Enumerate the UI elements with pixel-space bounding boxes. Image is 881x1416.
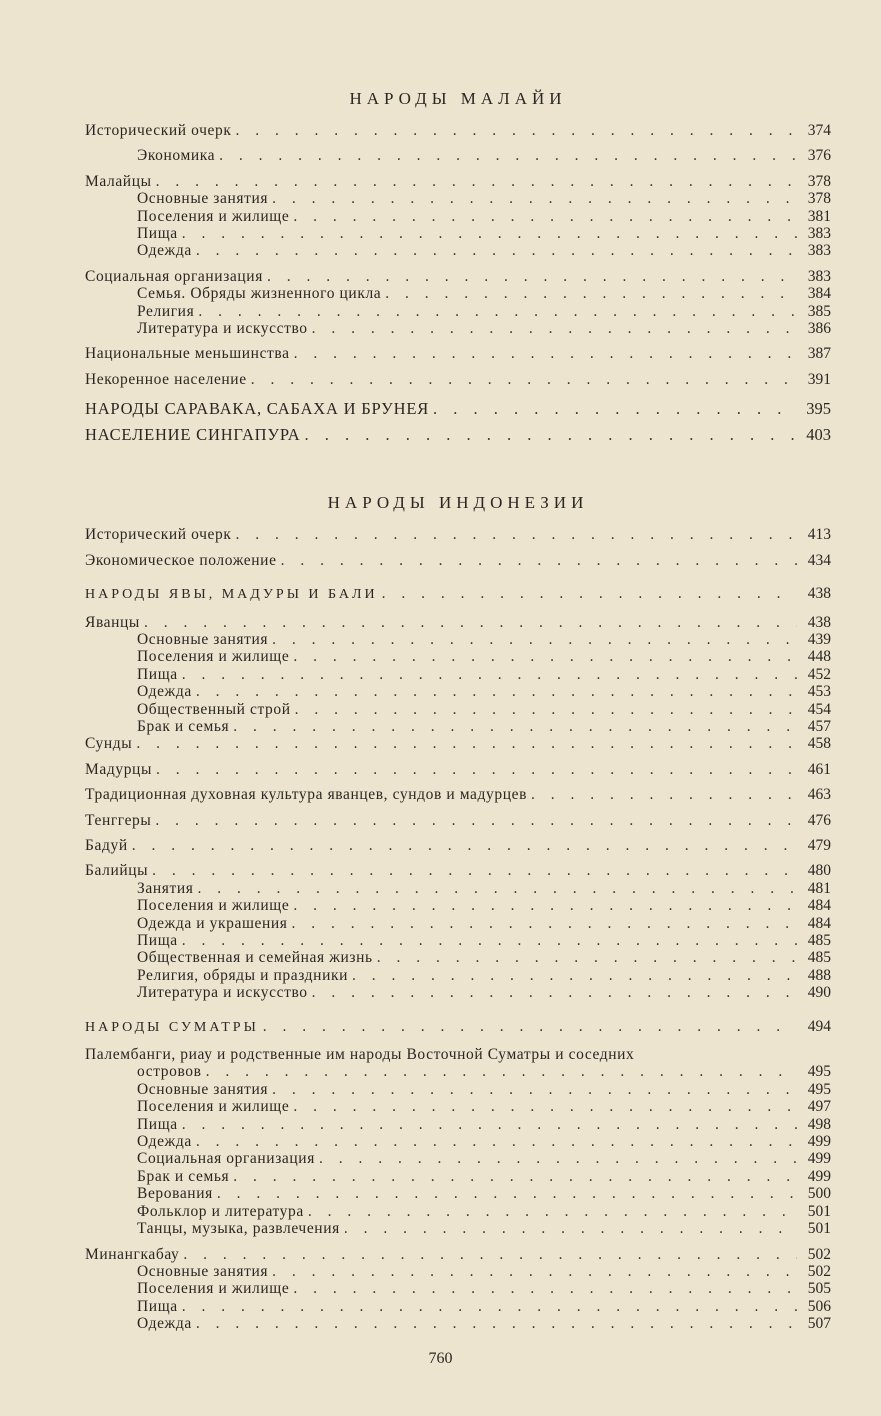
toc-entry[interactable]	[85, 1018, 831, 1036]
dot-leader	[267, 268, 797, 285]
toc-entry-title: Пища	[137, 1115, 178, 1133]
toc-entry[interactable]	[85, 345, 831, 362]
dot-leader	[219, 147, 797, 164]
toc-entry-page: 499	[807, 1150, 831, 1168]
toc-entry-page: 387	[807, 345, 831, 363]
toc-entry-page: 485	[807, 949, 831, 967]
toc-entry-title: Балийцы	[85, 862, 149, 880]
toc-entry-title: Пища	[137, 932, 178, 949]
toc-entry[interactable]	[85, 552, 831, 569]
toc-group	[85, 1018, 831, 1036]
toc-entry[interactable]	[85, 1063, 831, 1080]
toc-entry-title: Традиционная духовная культура яванцев, сундов и мадурцев	[85, 786, 528, 804]
toc-entry-page: 501	[807, 1202, 831, 1220]
toc-entry-title: Брак и семья	[137, 717, 230, 735]
dot-leader	[182, 666, 797, 683]
toc-entry[interactable]	[85, 303, 831, 320]
dot-leader	[352, 967, 797, 984]
toc-entry[interactable]	[85, 1168, 831, 1185]
toc-entry[interactable]	[85, 122, 831, 139]
dot-leader	[292, 915, 797, 932]
dot-leader	[196, 1133, 797, 1150]
dot-leader	[156, 173, 797, 190]
dot-leader	[294, 345, 797, 362]
toc-entry-page: 479	[807, 836, 831, 854]
toc-group	[85, 268, 831, 338]
toc-entry-page: 378	[807, 190, 831, 208]
toc-entry-title: Поселения и жилище	[137, 207, 290, 225]
dot-leader	[344, 1220, 797, 1237]
toc-entry[interactable]	[85, 1133, 831, 1150]
toc-entry-page: 395	[806, 399, 831, 419]
toc-entry-title: Верования	[137, 1185, 213, 1203]
dot-leader	[152, 862, 797, 879]
toc-entry-title: Экономическое положение	[85, 551, 277, 569]
toc-entry-title: Религия, обряды и праздники	[137, 966, 348, 984]
toc-entry-page: 385	[807, 302, 831, 320]
toc-entry-title: Основные занятия	[137, 630, 269, 648]
toc-group	[85, 345, 831, 362]
toc-entry-title: Пища	[137, 665, 178, 683]
toc-entry-title: Поселения и жилище	[137, 648, 290, 666]
toc-entry-page: 495	[807, 1080, 831, 1098]
toc-entry-page: 376	[807, 147, 831, 165]
toc-entry-page: 448	[807, 648, 831, 666]
toc-entry[interactable]	[85, 396, 831, 422]
toc-entry[interactable]	[85, 242, 831, 259]
toc-entry-title: Экономика	[137, 147, 216, 165]
toc-entry[interactable]	[85, 526, 831, 543]
toc-entry-title: Одежда и украшения	[137, 914, 288, 932]
toc-entry-page: 438	[807, 613, 831, 631]
toc-entry[interactable]	[85, 422, 831, 448]
toc-group	[85, 147, 831, 164]
toc-entry[interactable]	[85, 285, 831, 302]
toc-entry-title: Литература и искусство	[137, 984, 308, 1002]
toc-entry-page: 498	[807, 1115, 831, 1133]
toc-entry-page: 497	[807, 1098, 831, 1116]
toc-entry[interactable]	[85, 1220, 831, 1237]
toc-group	[85, 862, 831, 1001]
dot-leader	[382, 585, 797, 602]
toc-entry[interactable]	[85, 984, 831, 1001]
toc-entry-title: Национальные меньшинства	[85, 345, 290, 363]
toc-entry[interactable]	[85, 862, 831, 879]
toc-entry-page: 378	[807, 172, 831, 190]
toc-group	[85, 396, 831, 448]
toc-entry-title: Исторический очерк	[85, 526, 232, 544]
toc-entry[interactable]	[85, 173, 831, 190]
toc-entry[interactable]	[85, 268, 831, 285]
dot-leader	[156, 761, 797, 778]
toc-entry-title: НАРОДЫ СУМАТРЫ	[85, 1019, 259, 1035]
toc-entry-page: 507	[807, 1315, 831, 1333]
toc-entry[interactable]	[85, 1116, 831, 1133]
dot-leader	[319, 1150, 797, 1167]
toc-entry-page: 502	[807, 1262, 831, 1280]
dot-leader	[182, 1116, 797, 1133]
dot-leader	[293, 648, 797, 665]
toc-entry-title-line: Палембанги, риау и родственные им народы Восточной Суматры и соседних	[85, 1046, 635, 1064]
toc-group	[85, 812, 831, 829]
toc-entry-title: Религия	[137, 302, 195, 320]
toc-entry-page: 499	[807, 1133, 831, 1151]
toc-entry-page: 485	[807, 932, 831, 949]
toc-entry[interactable]	[85, 949, 831, 966]
toc-entry[interactable]	[85, 1280, 831, 1297]
toc-group	[85, 614, 831, 753]
toc-entry-title: Одежда	[137, 242, 192, 260]
toc-entry[interactable]	[85, 585, 831, 603]
toc-entry[interactable]	[85, 880, 831, 897]
toc-entry[interactable]	[85, 1246, 831, 1263]
dot-leader	[235, 526, 797, 543]
toc-entry[interactable]	[85, 1150, 831, 1167]
toc-entry[interactable]	[85, 208, 831, 225]
dot-leader	[293, 897, 797, 914]
toc-entry-title: Исторический очерк	[85, 122, 232, 139]
toc-entry-title: НАРОДЫ САРАВАКА, САБАХА И БРУНЕЯ	[85, 399, 429, 419]
toc-entry-page: 453	[807, 683, 831, 701]
toc-entry-title: Пища	[137, 1297, 178, 1315]
toc-entry-page: 484	[807, 897, 831, 915]
toc-entry-title: Семья. Обряды жизненного цикла	[137, 285, 382, 303]
dot-leader	[196, 242, 797, 259]
toc-entry-title: Сунды	[85, 735, 133, 753]
dot-leader	[182, 1298, 797, 1315]
dot-leader	[281, 552, 797, 569]
dot-leader	[272, 190, 797, 207]
toc-entry[interactable]	[85, 932, 831, 949]
toc-entry[interactable]	[85, 320, 831, 337]
toc-entry-title: Некоренное население	[85, 370, 247, 388]
toc-entry-page: 481	[807, 879, 831, 897]
toc-entry-page: 439	[807, 630, 831, 648]
toc-entry[interactable]	[85, 837, 831, 854]
toc-entry[interactable]	[85, 648, 831, 665]
toc-entry-page: 461	[807, 760, 831, 778]
dot-leader	[233, 718, 797, 735]
toc-entry-title: Яванцы	[85, 613, 140, 631]
toc-entry-title: Занятия	[137, 879, 194, 897]
toc-entry[interactable]	[85, 225, 831, 242]
dot-leader	[293, 208, 797, 225]
dot-leader	[312, 320, 797, 337]
page-number: 760	[428, 1350, 453, 1367]
toc-entry-page: 452	[807, 665, 831, 683]
toc-entry[interactable]	[85, 735, 831, 752]
dot-leader	[293, 1098, 797, 1115]
toc-group	[85, 526, 831, 543]
toc-entry-page: 463	[807, 786, 831, 804]
toc-entry-page: 500	[807, 1185, 831, 1203]
toc-entry-title: Брак и семья	[137, 1167, 230, 1185]
toc-entry-page: 413	[807, 526, 831, 544]
toc-entry-page: 502	[807, 1245, 831, 1263]
toc-entry[interactable]	[85, 1315, 831, 1332]
toc-entry-title: НАСЕЛЕНИЕ СИНГАПУРА	[85, 425, 301, 445]
toc-entry[interactable]	[85, 147, 831, 164]
toc-entry-title: Мадурцы	[85, 760, 152, 778]
dot-leader	[251, 371, 797, 388]
toc-entry-page: 480	[807, 862, 831, 880]
toc-entry-page: 501	[807, 1220, 831, 1238]
toc-entry-title: Основные занятия	[137, 190, 269, 208]
dot-leader	[235, 122, 797, 139]
toc-entry-page: 457	[807, 717, 831, 735]
dot-leader	[304, 422, 797, 448]
dot-leader	[182, 225, 797, 242]
toc-entry-page: 381	[807, 207, 831, 225]
toc-entry-title: Одежда	[137, 1133, 192, 1151]
table-of-contents	[85, 88, 831, 1333]
dot-leader	[144, 614, 797, 631]
toc-entry[interactable]	[85, 761, 831, 778]
dot-leader	[233, 1168, 797, 1185]
toc-entry-page: 476	[807, 811, 831, 829]
toc-entry-page: 495	[807, 1063, 831, 1081]
dot-leader	[377, 949, 797, 966]
dot-leader	[206, 1063, 797, 1080]
toc-entry[interactable]	[85, 718, 831, 735]
toc-entry[interactable]	[85, 701, 831, 718]
toc-entry-page: 391	[807, 370, 831, 388]
toc-entry[interactable]	[85, 967, 831, 984]
toc-entry-title: Основные занятия	[137, 1262, 269, 1280]
toc-entry-page: 505	[807, 1280, 831, 1298]
toc-entry-title: Минангкабау	[85, 1245, 180, 1263]
toc-entry[interactable]	[85, 1203, 831, 1220]
dot-leader	[198, 303, 797, 320]
toc-section	[85, 492, 831, 1332]
dot-leader	[136, 735, 797, 752]
toc-entry-page: 494	[807, 1017, 831, 1035]
dot-leader	[183, 1246, 797, 1263]
toc-group	[85, 173, 831, 260]
dot-leader	[272, 631, 797, 648]
toc-entry-title: Общественный строй	[137, 700, 291, 718]
toc-entry-page: 438	[807, 585, 831, 603]
toc-entry[interactable]	[85, 683, 831, 700]
toc-entry-title: Социальная организация	[137, 1150, 315, 1168]
toc-entry-page: 490	[807, 984, 831, 1002]
toc-entry-title: островов	[137, 1063, 202, 1081]
toc-section	[85, 88, 831, 448]
toc-entry-page: 458	[807, 735, 831, 753]
toc-entry-page: 383	[807, 242, 831, 260]
dot-leader	[272, 1081, 797, 1098]
toc-entry-title: Бадуй	[85, 836, 128, 854]
toc-group	[85, 786, 831, 803]
toc-entry-title: Поселения и жилище	[137, 897, 290, 915]
toc-group	[85, 122, 831, 139]
toc-entry[interactable]	[85, 812, 831, 829]
section-title: НАРОДЫ ИНДОНЕЗИИ	[327, 493, 589, 513]
toc-entry-title: Одежда	[137, 683, 192, 701]
toc-entry[interactable]	[85, 1185, 831, 1202]
toc-group	[85, 1046, 831, 1237]
dot-leader	[197, 880, 797, 897]
toc-entry[interactable]	[85, 631, 831, 648]
toc-entry-title: Поселения и жилище	[137, 1280, 290, 1298]
toc-entry-title: Фольклор и литература	[137, 1202, 304, 1220]
toc-entry-page: 488	[807, 966, 831, 984]
toc-entry-title: Поселения и жилище	[137, 1098, 290, 1116]
toc-entry[interactable]	[85, 1263, 831, 1280]
toc-entry-page: 386	[807, 320, 831, 338]
toc-group	[85, 585, 831, 603]
toc-entry[interactable]	[85, 897, 831, 914]
toc-entry-page: 434	[807, 551, 831, 569]
toc-group	[85, 371, 831, 388]
toc-entry-title: Общественная и семейная жизнь	[137, 949, 373, 967]
dot-leader	[196, 1315, 797, 1332]
toc-entry-page: 383	[807, 225, 831, 243]
dot-leader	[433, 396, 797, 422]
toc-entry[interactable]	[85, 614, 831, 631]
toc-entry-title: Одежда	[137, 1315, 192, 1333]
toc-entry-page: 506	[807, 1297, 831, 1315]
toc-entry-title: Социальная организация	[85, 267, 263, 285]
dot-leader	[263, 1018, 797, 1035]
toc-entry[interactable]	[85, 1081, 831, 1098]
dot-leader	[531, 786, 797, 803]
dot-leader	[295, 701, 797, 718]
toc-entry[interactable]	[85, 1298, 831, 1315]
toc-entry-page: 454	[807, 700, 831, 718]
dot-leader	[293, 1280, 797, 1297]
dot-leader	[217, 1185, 797, 1202]
toc-entry-page: 484	[807, 914, 831, 932]
toc-group	[85, 837, 831, 854]
toc-entry-title: Танцы, музыка, развлечения	[137, 1220, 340, 1238]
toc-entry-title: Пища	[137, 225, 178, 243]
toc-group	[85, 552, 831, 569]
toc-entry[interactable]	[85, 1098, 831, 1115]
toc-entry[interactable]	[85, 190, 831, 207]
toc-entry[interactable]	[85, 786, 831, 803]
dot-leader	[155, 812, 797, 829]
toc-entry-title: Малайцы	[85, 172, 152, 190]
dot-leader	[385, 285, 797, 302]
dot-leader	[182, 932, 797, 949]
toc-entry-title: НАРОДЫ ЯВЫ, МАДУРЫ И БАЛИ	[85, 587, 378, 603]
toc-group	[85, 1246, 831, 1333]
toc-entry-page: 374	[807, 122, 831, 139]
toc-entry-page: 499	[807, 1167, 831, 1185]
toc-entry-title: Литература и искусство	[137, 320, 308, 338]
dot-leader	[272, 1263, 797, 1280]
toc-entry-title: Тенггеры	[85, 811, 152, 829]
toc-entry-title: Основные занятия	[137, 1080, 269, 1098]
toc-entry-page: 383	[807, 267, 831, 285]
toc-entry[interactable]	[85, 371, 831, 388]
dot-leader	[308, 1203, 797, 1220]
dot-leader	[132, 837, 797, 854]
toc-group	[85, 761, 831, 778]
toc-entry-page: 403	[806, 425, 831, 445]
toc-entry[interactable]	[85, 666, 831, 683]
dot-leader	[196, 683, 797, 700]
toc-entry[interactable]	[85, 915, 831, 932]
toc-entry-page: 384	[807, 285, 831, 303]
section-title: НАРОДЫ МАЛАЙИ	[349, 89, 567, 108]
dot-leader	[312, 984, 797, 1001]
